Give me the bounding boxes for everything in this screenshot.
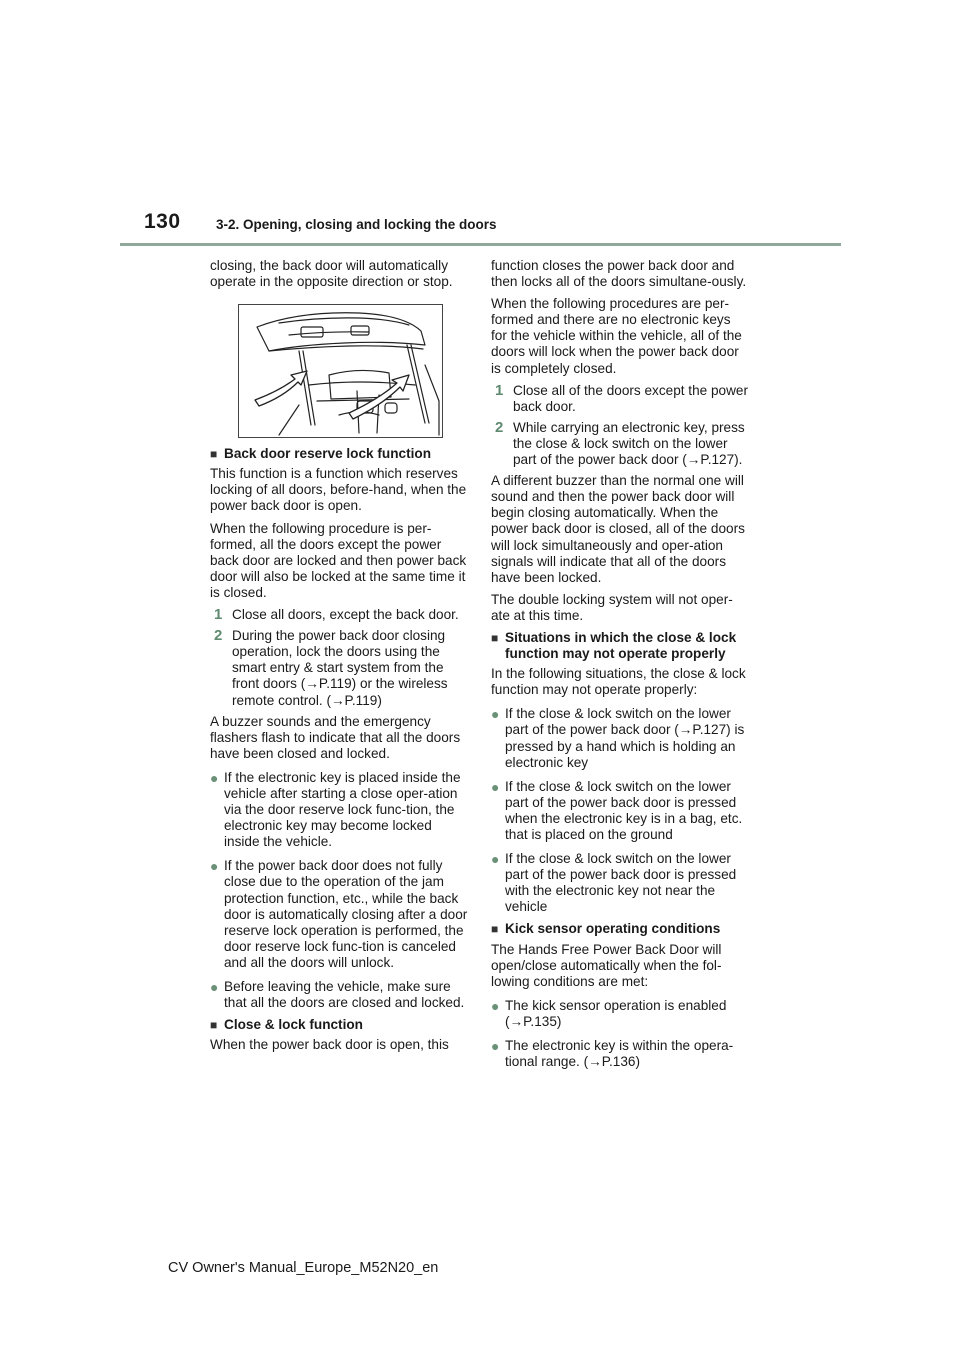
right-column [491,258,749,1076]
bullet-item: ● If the power back door does not fully close due to the operation of the jam protection function, etc., while the back door is automatically closing after a door reserve lock operation is performed, the door reserve lock func-tion is canceled and all the doors will unlock. [210,858,468,970]
step-text: Close all doors, except the back door. [232,607,459,623]
bullet-item: ● If the close & lock switch on the lower part of the power back door is pressed when the electronic key is in a bag, etc. that is placed on the ground [491,778,743,842]
bullet-item: ● If the close & lock switch on the lower part of the power back door is pressed with the electronic key not near the vehicle [491,851,737,915]
round-bullet-icon: ● [491,851,500,868]
square-bullet-icon: ■ [210,1018,218,1033]
reserve-lock-heading: ■ Back door reserve lock function [210,446,431,462]
procedure-paragraph: When the following procedures are per-formed and there are no electronic keys for the vehicle within the vehicle, all of the doors will lock when the power back door is completely closed. [491,296,742,376]
kick-sensor-heading: ■ Kick sensor operating conditions [491,921,721,937]
square-bullet-icon: ■ [210,447,218,462]
reserve-paragraph-2: When the following procedure is per-formed, all the doors except the power back door are locked and then power back door will also be locked at the same time it is closed. [210,520,467,600]
step-text: During the power back door closing operation, lock the doors using the smart entry & start system from the front doors (→P.119) or the wireless remote control. (→P.119) [232,628,448,708]
step-item [491,420,749,468]
section-title: 3-2. Opening, closing and locking the doors [216,217,497,232]
round-bullet-icon: ● [491,1038,500,1055]
situations-heading: ■ Situations in which the close & lock function may not operate properly [491,629,737,662]
bullet-item: ● If the close & lock switch on the lower part of the power back door (→P.127) is pressed by a hand which is holding an electronic key [491,706,745,770]
back-door-illustration [238,304,443,438]
step-number: 1 [214,606,223,624]
close-lock-paragraph: When the power back door is open, this [210,1037,449,1053]
step-number: 1 [495,381,504,399]
page-number: 130 [144,210,181,233]
header-rule [120,243,841,246]
step-text: Close all of the doors except the power back door. [513,382,749,414]
square-bullet-icon: ■ [491,630,499,645]
round-bullet-icon: ● [210,979,219,995]
close-lock-heading: ■ Close & lock function [210,1017,363,1033]
bullet-item: ● The electronic key is within the opera-tional range. (→P.136) [491,1038,734,1070]
round-bullet-icon: ● [210,858,219,875]
step-item [491,383,749,415]
continuation-paragraph: function closes the power back door and then locks all of the doors simultane-ously. [491,258,747,290]
step-number: 2 [214,627,223,645]
round-bullet-icon: ● [491,706,500,723]
round-bullet-icon: ● [210,769,219,786]
buzzer-paragraph: A buzzer sounds and the emergency flashers flash to indicate that all the doors have been closed and locked. [210,713,461,761]
intro-paragraph: closing, the back door will automatically operate in the opposite direction or stop. [210,258,453,290]
situations-paragraph: In the following situations, the close & lock function may not operate properly: [491,666,746,698]
bullet-item: ● If the electronic key is placed inside the vehicle after starting a close oper-ation via the door reserve lock func-tion, the electronic key may become locked inside the vehicle. [210,769,461,850]
round-bullet-icon: ● [491,778,500,795]
buzzer-paragraph: A different buzzer than the normal one will sound and then the power back door will begin closing automatically. When the power back door is closed, all of the doors will lock simultaneously and oper-ation signals will indicate that all of the doors have been locked. [491,473,745,585]
kick-sensor-paragraph: The Hands Free Power Back Door will open/close automatically when the fol-lowing conditions are met: [491,941,722,989]
double-lock-paragraph: The double locking system will not oper-ate at this time. [491,591,733,623]
footer-manual-id: CV Owner's Manual_Europe_M52N20_en [168,1260,439,1276]
reserve-paragraph-1: This function is a function which reserves locking of all doors, before-hand, when the power back door is open. [210,466,467,514]
step-item [210,628,468,708]
round-bullet-icon: ● [491,997,500,1014]
bullet-item: ● Before leaving the vehicle, make sure that all the doors are closed and locked. [210,979,465,1011]
left-column [210,258,468,1059]
bullet-item: ● The kick sensor operation is enabled (→P.135) [491,997,727,1029]
step-number: 2 [495,418,504,436]
square-bullet-icon: ■ [491,922,499,937]
step-item [210,607,468,623]
step-text: While carrying an electronic key, press the close & lock switch on the lower part of the power back door (→P.127). [513,419,745,468]
back-door-drawing [239,305,442,437]
